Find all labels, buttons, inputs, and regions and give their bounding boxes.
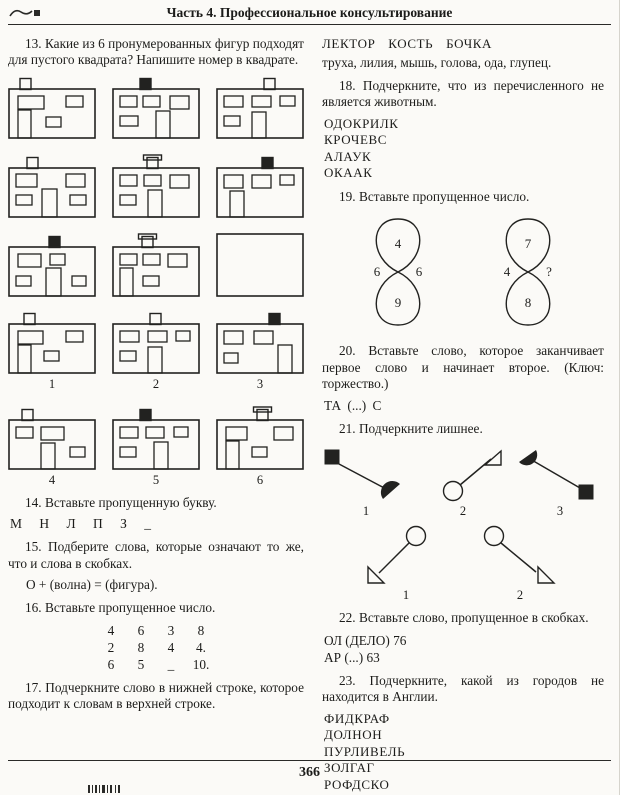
q21-figure: [480, 523, 560, 603]
q18-option-word: ОКААК: [324, 165, 373, 181]
q21-figure: [322, 447, 410, 519]
circle-line-triangle-up-icon: [419, 447, 507, 503]
q23-option-word: ЗОЛГАГ: [324, 760, 375, 776]
q16-number: 6: [137, 622, 145, 638]
q17-top-words: ЛЕКТОР КОСТЬ БОЧКА: [322, 36, 493, 51]
q16-number: 4.: [196, 639, 206, 655]
house-number: 2: [152, 376, 160, 391]
house-figure: [216, 75, 304, 140]
house-number: 1: [48, 376, 56, 391]
svg-text:4: 4: [394, 236, 402, 252]
q21-figure-label: 1: [362, 504, 370, 519]
q21-figure: [419, 447, 507, 519]
house-number: 4: [48, 472, 56, 487]
q21-figure-label: 3: [556, 504, 564, 519]
q13-grid-house-cell: [216, 75, 304, 140]
question-15-text: 15. Подберите слова, которые означают то же, что и слова в скобках.: [8, 539, 304, 571]
q13-numbered-house-cell: [112, 310, 200, 392]
q13-grid-house-cell: [8, 75, 96, 140]
q13-grid-house-cell: [8, 233, 96, 298]
question-18-text: 18. Подчеркните, что из перечисленного не является животным.: [322, 78, 604, 110]
house-figure: [8, 310, 96, 375]
q21-figure-label: 1: [402, 588, 410, 603]
house-figure: [8, 233, 96, 298]
q14-letter-sequence: М Н Л П З _: [10, 516, 159, 532]
q16-number: 10.: [192, 656, 210, 672]
q23-option-word: РОФДСКО: [324, 776, 390, 792]
q21-figure: [366, 523, 446, 603]
figure-eight-2-icon: [489, 213, 567, 331]
svg-text:7: 7: [524, 236, 532, 252]
question-16-text: 16. Вставьте пропущенное число.: [25, 600, 216, 616]
house-figure: [8, 154, 96, 219]
figure-eight-1-icon: [359, 213, 437, 331]
q16-number: 4: [167, 639, 175, 655]
q13-empty-square-cell: [216, 233, 304, 298]
q16-number: 8: [197, 622, 205, 638]
q16-number: 4: [107, 622, 115, 638]
q13-numbered-house-cell: [8, 310, 96, 392]
q16-number-row: [96, 622, 304, 639]
q16-number-row: [96, 639, 304, 656]
q18-options: [324, 116, 604, 182]
page-header: [8, 4, 611, 22]
q16-number: _: [167, 656, 175, 672]
q17-bottom-words: труха, лилия, мышь, голова, ода, глупец.: [322, 55, 552, 70]
q13-numbered-house-cell: [112, 406, 200, 488]
q22-puzzle-lines: [322, 632, 604, 666]
q22-line: АР (...) 63: [324, 649, 380, 665]
q13-numbered-house-cell: [8, 406, 96, 488]
house-figure: [112, 310, 200, 375]
q13-numbered-house-cell: [216, 310, 304, 392]
q21-figure: [516, 447, 604, 519]
q18-option-word: КРОЧЕВС: [324, 132, 388, 148]
house-number: 6: [256, 472, 264, 487]
q16-number: 5: [137, 656, 145, 672]
q13-figure-grid: [8, 75, 304, 298]
q16-number: 2: [107, 639, 115, 655]
q21-figure-label: 2: [459, 504, 467, 519]
running-head: Часть 4. Профессиональное консультирование: [166, 5, 453, 20]
q23-option-word: ФИДКРАФ: [324, 710, 390, 726]
svg-text:6: 6: [415, 264, 423, 280]
question-17-text: 17. Подчеркните слово в нижней строке, которое подходит к словам в верхней строке.: [8, 679, 304, 712]
q23-option-word: ДОЛНОН: [324, 727, 383, 743]
svg-text:6: 6: [373, 264, 381, 280]
page-number: 366: [299, 765, 320, 780]
q18-option-word: АЛАУК: [324, 148, 372, 164]
house-figure: [8, 75, 96, 140]
house-number: 5: [152, 472, 160, 487]
question-22-text: 22. Вставьте слово, пропущенное в скобках.: [339, 610, 589, 626]
q23-option-word: ПУРЛИВЕЛЬ: [324, 743, 406, 759]
q13-grid-house-cell: [112, 154, 200, 219]
right-column: [322, 29, 604, 795]
q21-figures-row2: [322, 523, 604, 603]
question-19-text: 19. Вставьте пропущенное число.: [339, 188, 530, 204]
circle-line-triangle-downright-icon: [480, 523, 560, 587]
svg-text:4: 4: [503, 264, 511, 280]
house-figure: [8, 406, 96, 471]
q13-grid-house-cell: [112, 75, 200, 140]
q16-number: 3: [167, 622, 175, 638]
header-rule: [8, 24, 611, 25]
q13-grid-house-cell: [8, 154, 96, 219]
halfdisc-line-square-icon: [516, 447, 604, 503]
house-figure: [112, 233, 200, 298]
svg-text:?: ?: [546, 264, 552, 280]
question-21-text: 21. Подчеркните лишнее.: [339, 420, 483, 436]
q22-line: ОЛ (ДЕЛО) 76: [324, 632, 407, 648]
q18-option-word: ОДОКРИЛК: [324, 115, 399, 131]
question-13-text: 13. Какие из 6 пронумерованных фигур подходят для пустого квадрата? Напишите номер в квадрате.: [8, 36, 304, 68]
house-figure: [112, 154, 200, 219]
publisher-ornament-icon: [8, 6, 42, 19]
q15-formula: О + (волна) = (фигура).: [26, 577, 158, 593]
q13-grid-house-cell: [216, 154, 304, 219]
question-14-text: 14. Вставьте пропущенную букву.: [25, 494, 217, 510]
q19-figure-eight: [359, 213, 437, 336]
q19-figure-eight: [489, 213, 567, 336]
svg-text:8: 8: [524, 295, 532, 311]
q16-number-row: [96, 656, 304, 673]
q21-figure-label: 2: [516, 588, 524, 603]
svg-text:9: 9: [394, 295, 402, 311]
q16-number-table: [96, 622, 304, 673]
barcode-mark-icon: [88, 785, 120, 793]
q13-numbered-house-cell: [216, 406, 304, 488]
house-figure: [216, 310, 304, 375]
q16-number: 6: [107, 656, 115, 672]
q13-numbered-figures: [8, 310, 304, 488]
q20-puzzle: ТА (...) С: [324, 397, 382, 413]
house-figure: [216, 154, 304, 219]
square-line-halfdisc-icon: [322, 447, 410, 503]
q19-figures: [322, 213, 604, 336]
q13-grid-house-cell: [112, 233, 200, 298]
circle-line-triangle-downleft-icon: [366, 523, 446, 587]
page-footer: [8, 760, 611, 781]
house-figure: [112, 406, 200, 471]
house-number: 3: [256, 376, 264, 391]
house-figure: [216, 406, 304, 471]
question-20-text: 20. Вставьте слово, которое заканчивает первое слово и начинает второе. (Ключ: торжество.): [322, 343, 604, 392]
two-column-layout: [8, 29, 611, 795]
q21-figures-row1: [322, 447, 604, 519]
left-column: [8, 29, 304, 795]
q16-number: 8: [137, 639, 145, 655]
question-23-text: 23. Подчеркните, какой из городов не находится в Англии.: [322, 672, 604, 705]
empty-square: [216, 233, 304, 298]
house-figure: [112, 75, 200, 140]
